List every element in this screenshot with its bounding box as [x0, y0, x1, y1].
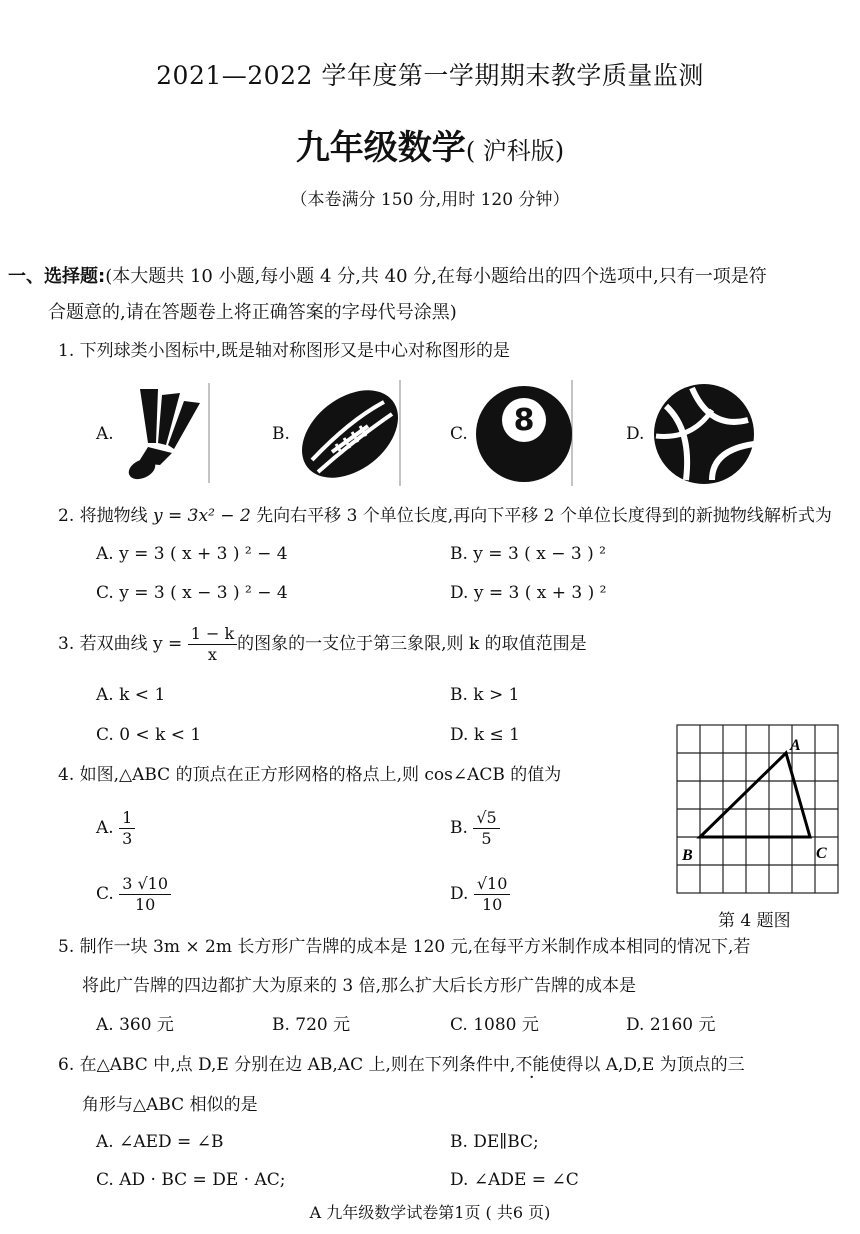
q6-option-c: C. AD · BC = DE · AC; — [96, 1170, 286, 1190]
q3-stem-a: 3. 若双曲线 y = — [58, 634, 188, 654]
eight-ball-icon — [474, 380, 576, 486]
section-label: 一、选择题: — [8, 266, 106, 287]
question-6-line-1 — [58, 1054, 745, 1076]
q4-c-fraction — [119, 874, 171, 915]
section-instruction-1: (本大题共 10 小题,每小题 4 分,共 40 分,在每小题给出的四个选项中,只有一项是符 — [105, 266, 767, 287]
q4-figure-caption: 第 4 题图 — [718, 911, 791, 931]
q4-option-a — [96, 808, 135, 849]
q4-a-num: 1 — [119, 808, 135, 829]
question-3-stem — [58, 624, 587, 665]
q6-option-d: D. ∠ADE = ∠C — [450, 1170, 579, 1190]
q3-option-d: D. k ≤ 1 — [450, 725, 521, 745]
q4-c-den: 10 — [134, 895, 156, 914]
q3-frac-den: x — [207, 645, 217, 664]
q6-option-b: B. DE∥BC; — [450, 1132, 539, 1152]
q6-line1-b: 使得以 A,D,E 为顶点的三 — [549, 1055, 745, 1075]
q2-equation: y = 3x² − 2 — [153, 506, 251, 526]
q3-option-c: C. 0 < k < 1 — [96, 725, 202, 745]
q4-c-label: C. — [96, 884, 114, 904]
q4-b-den: 5 — [481, 829, 492, 848]
q3-frac-num: 1 − k — [188, 624, 237, 645]
q4-a-den: 3 — [122, 829, 133, 848]
question-5-line-1: 5. 制作一块 3m × 2m 长方形广告牌的成本是 120 元,在每平方米制作成本相同的情况下,若 — [58, 937, 751, 957]
exam-note: （本卷满分 150 分,用时 120 分钟） — [290, 190, 570, 210]
q1-option-a: A. — [96, 424, 114, 444]
q3-fraction — [188, 624, 237, 665]
point-c-label: C — [816, 845, 827, 862]
exam-title: 2021—2022 学年度第一学期期末教学质量监测 — [156, 61, 704, 90]
q2-option-a: A. y = 3 ( x + 3 ) ² − 4 — [96, 544, 288, 564]
question-2-stem — [58, 505, 832, 527]
q4-a-label: A. — [96, 818, 114, 838]
question-6-line-2: 角形与△ABC 相似的是 — [82, 1095, 258, 1115]
basketball-icon — [652, 380, 762, 486]
question-1-stem: 1. 下列球类小图标中,既是轴对称图形又是中心对称图形的是 — [58, 341, 511, 361]
subject-title: 九年级数学 — [295, 128, 466, 168]
rugby-ball-icon — [298, 380, 408, 486]
q3-option-a: A. k < 1 — [96, 685, 166, 705]
q4-b-label: B. — [450, 818, 468, 838]
q4-d-num: √10 — [474, 874, 511, 895]
q4-option-b — [450, 808, 500, 849]
point-a-label: A — [790, 737, 801, 754]
section-heading — [8, 262, 767, 288]
q4-b-fraction — [473, 808, 499, 849]
q2-option-b: B. y = 3 ( x − 3 ) ² — [450, 544, 606, 564]
q4-c-num: 3 √10 — [119, 874, 171, 895]
q5-option-c: C. 1080 元 — [450, 1015, 539, 1035]
q1-option-c: C. — [450, 424, 468, 444]
q5-option-d: D. 2160 元 — [626, 1015, 716, 1035]
shuttlecock-icon — [118, 383, 218, 483]
q2-stem-a: 2. 将抛物线 — [58, 506, 154, 526]
point-b-label: B — [682, 847, 693, 864]
question-4-stem: 4. 如图,△ABC 的顶点在正方形网格的格点上,则 cos∠ACB 的值为 — [58, 765, 562, 785]
q3-option-b: B. k > 1 — [450, 685, 520, 705]
triangle-abc — [700, 753, 810, 837]
question-5-line-2: 将此广告牌的四边都扩大为原来的 3 倍,那么扩大后长方形广告牌的成本是 — [82, 976, 637, 996]
q2-option-d: D. y = 3 ( x + 3 ) ² — [450, 583, 607, 603]
q2-stem-b: 先向右平移 3 个单位长度,再向下平移 2 个单位长度得到的新抛物线解析式为 — [250, 506, 832, 526]
section-instruction-2: 合题意的,请在答题卷上将正确答案的字母代号涂黑) — [48, 302, 457, 323]
q6-emphasis: 不能 — [515, 1055, 550, 1075]
q6-line1-a: 6. 在△ABC 中,点 D,E 分别在边 AB,AC 上,则在下列条件中, — [58, 1055, 516, 1075]
edition-label: ( 沪科版) — [465, 137, 565, 165]
q4-a-fraction — [119, 808, 135, 849]
q4-d-label: D. — [450, 884, 469, 904]
q4-option-d — [450, 874, 510, 915]
subject-heading — [0, 120, 860, 169]
q5-option-a: A. 360 元 — [96, 1015, 174, 1035]
q4-d-fraction — [474, 874, 511, 915]
q1-option-d: D. — [626, 424, 645, 444]
q4-d-den: 10 — [481, 895, 503, 914]
q4-b-num: √5 — [473, 808, 499, 829]
page-footer: A 九年级数学试卷第1页 ( 共6 页) — [309, 1203, 551, 1222]
q4-grid-figure — [676, 722, 842, 898]
q4-option-c — [96, 874, 171, 915]
q2-option-c: C. y = 3 ( x − 3 ) ² − 4 — [96, 583, 288, 603]
q1-option-b: B. — [272, 424, 290, 444]
q6-option-a: A. ∠AED = ∠B — [96, 1132, 224, 1152]
q3-stem-b: 的图象的一支位于第三象限,则 k 的取值范围是 — [237, 634, 587, 654]
eight-ball-number: 8 — [513, 403, 535, 438]
q5-option-b: B. 720 元 — [272, 1015, 351, 1035]
